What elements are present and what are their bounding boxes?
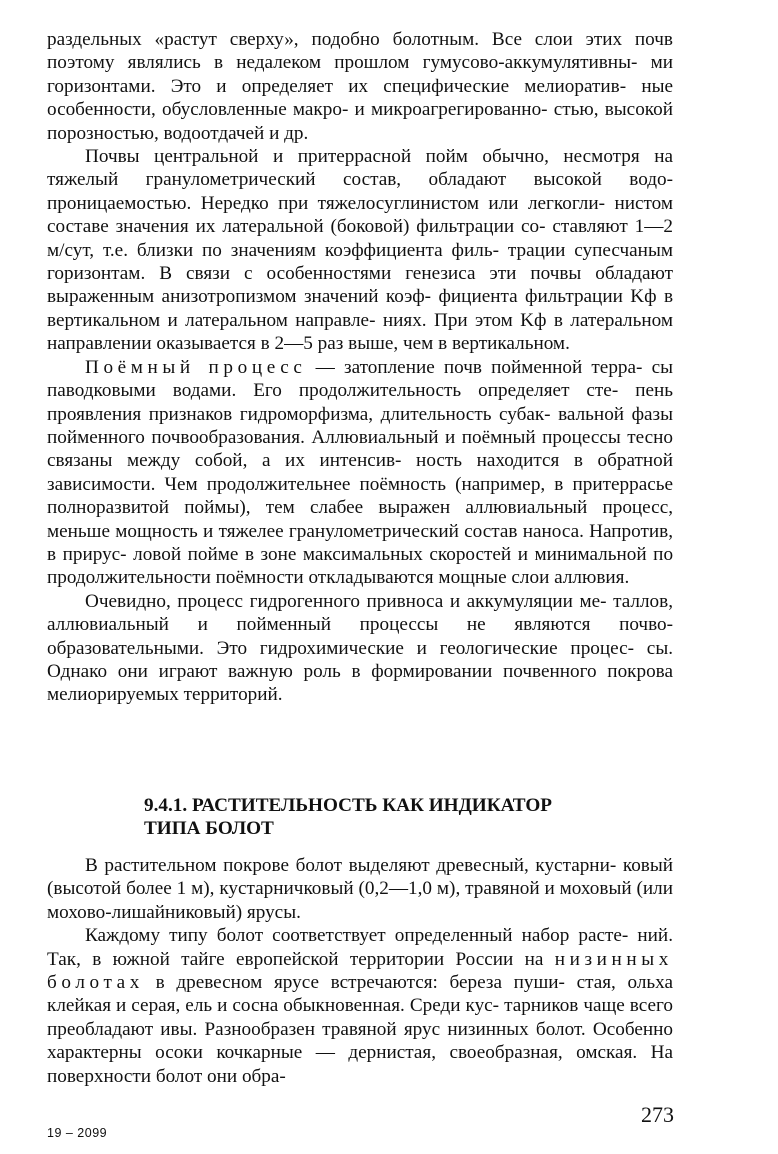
spaced-term: Поёмный процесс (85, 356, 307, 378)
heading-line-2: ТИПА БОЛОТ (144, 818, 274, 839)
paragraph-1: раздельных «растут сверху», подобно болотным. Все слои этих почв поэтому являлись в недалеком прошлом гумусово-аккумулятивны- ми горизонтами. Это и определяет их специфические мелиоратив- ные особенности, обусловленные макро- и микроагрегированно- стью, высокой порозностью, водоотдачей и др. (47, 29, 674, 144)
paragraph-2: Почвы центральной и притеррасной пойм обычно, несмотря на тяжелый гранулометрический состав, обладают высокой водо- проницаемостью. Нередко при тяжелосуглинистом или легкогли- нистом составе значения их латеральной (боковой) фильтрации со- ставляют 1—2 м/сут, т.е. близки по значениям коэффициента филь- трации супесчаным горизонтам. В связи с особенностями генезиса эти почвы обладают выраженным анизотропизмом значений коэф- фициента фильтрации Kф в вертикальном и латеральном направле- ниях. При этом Kф в латеральном направлении оказывается в 2—5 раз выше, чем в вертикальном. (47, 146, 674, 355)
paragraph-4: Очевидно, процесс гидрогенного привноса и аккумуляции ме- таллов, аллювиальный и пойменный процессы не являются почво- образовательными. Это гидрохимические и геологические процес- сы. Однако они играют важную роль в формировании почвенного покрова мелиорируемых территорий. (47, 590, 674, 706)
paragraph-3: Поёмный процесс — затопление почв пойменной терра- сы паводковыми водами. Его продолжительность определяет сте- пень проявления признаков гидроморфизма, длительность субак- вальной фазы пойменного почвообразования. Аллювиальный и поёмный процессы тесно связаны между собой, а их интенсив- ность находится в обратной зависимости. Чем продолжительнее поёмность (например, в притеррасье полноразвитой поймы), тем слабее выражен аллювиальный процесс, меньше мощность и тяжелее гранулометрический состав наноса. Напротив, в прирус- ловой пойме в зоне максимальных скоростей и минимальной по продолжительности поёмности откладываются мощные слои аллювия. (47, 356, 674, 589)
spaced-term: низинных болотах (47, 948, 673, 994)
paragraph-6: Каждому типу болот соответствует определенный набор расте- ний. Так, в южной тайге европейской территории России на низинных болотах в древесном ярусе встречаются: береза пуши- стая, ольха клейкая и серая, ель и сосна обыкновенная. Среди кус- тарников чаще всего преобладают ивы. Разнообразен травяной ярус низинных болот. Особенно характерны осоки кочкарные — дернистая, своеобразная, омская. На поверхности болот они обра- (47, 925, 674, 1087)
body-text-bottom (47, 854, 673, 1088)
page-number: 273 (641, 1102, 674, 1127)
body-text-top (47, 28, 673, 707)
section-heading (144, 794, 664, 840)
printer-signature: 19 – 2099 (47, 1126, 108, 1140)
paragraph-5: В растительном покрове болот выделяют древесный, кустарни- ковый (высотой более 1 м), кустарничковый (0,2—1,0 м), травяной и моховый (или мохово-лишайниковый) ярусы. (47, 855, 674, 923)
heading-line-1: 9.4.1. РАСТИТЕЛЬНОСТЬ КАК ИНДИКАТОР (144, 795, 552, 816)
